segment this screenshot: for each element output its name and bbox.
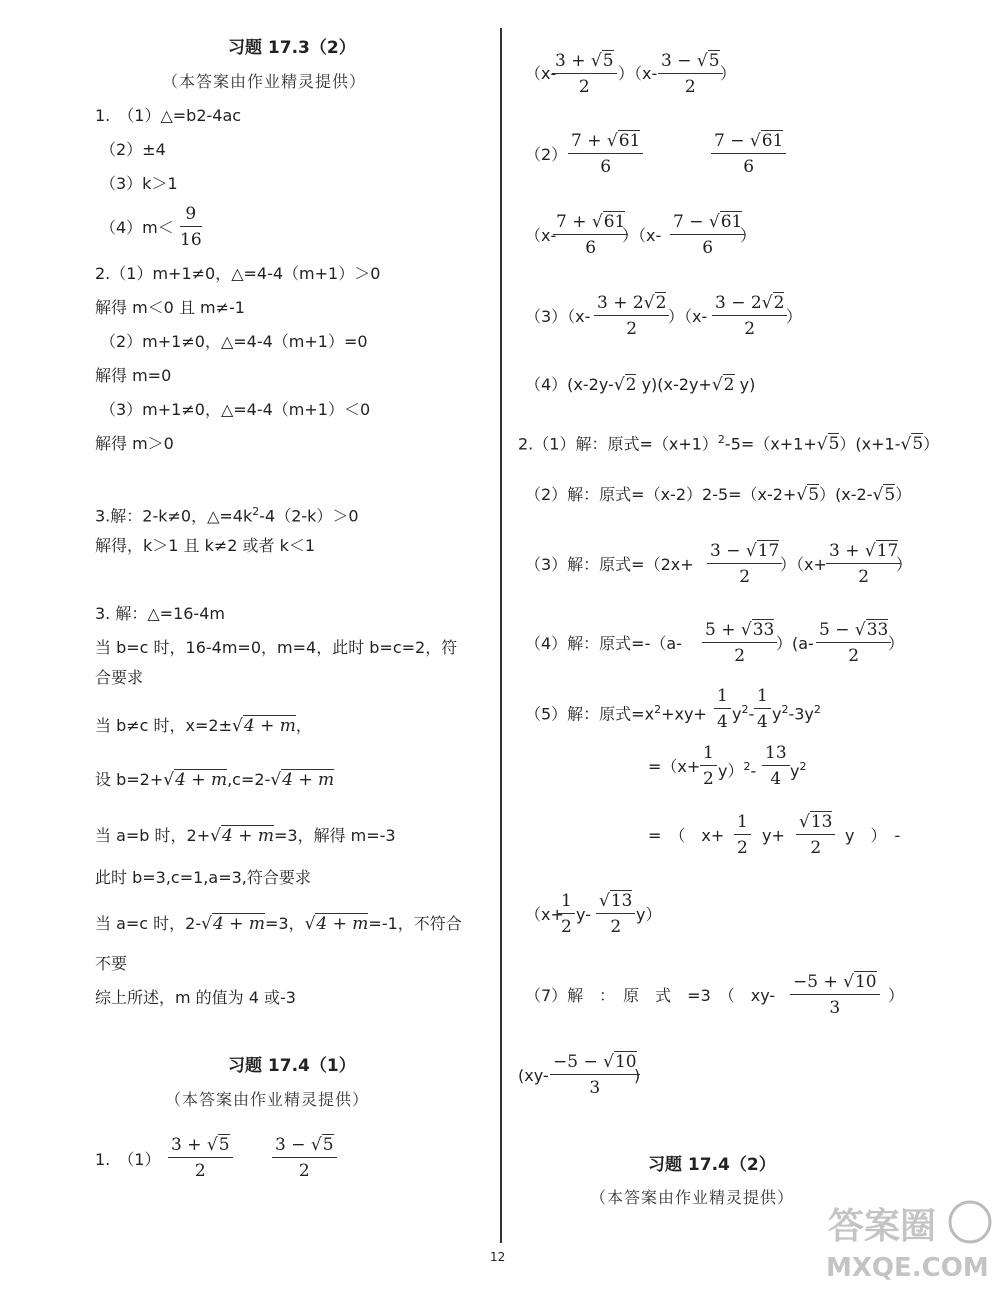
answer-line: $y^2$ [790, 760, 807, 781]
fraction: 1 4 [754, 687, 771, 731]
answer-line: （5）解：原式$=x^2+xy+$ [525, 703, 707, 724]
answer-line: ） [786, 307, 803, 326]
fraction: −5 + √10 3 [790, 973, 880, 1017]
fraction: 1 4 [714, 687, 731, 731]
fraction: 7 − √61 6 [670, 213, 745, 257]
fraction: 5 − √33 2 [816, 621, 891, 665]
fraction: 1 2 [734, 813, 751, 857]
answer-line: ） [740, 226, 757, 245]
answer-line: 解得，k＞1 且 k≠2 或者 k＜1 [95, 536, 316, 555]
fraction: 3 − 2√2 2 [712, 294, 787, 338]
fraction: 9 16 [180, 204, 202, 250]
answer-line: ）（x+ [780, 555, 827, 574]
answer-line: 1. （1） [95, 1150, 161, 1169]
answer-line: （x- [525, 226, 557, 245]
answer-line: y- [576, 905, 591, 924]
fraction: 3 − √5 2 [658, 52, 723, 96]
answer-line: 2.（1）m+1≠0，△=4-4（m+1）＞0 [95, 264, 381, 283]
fraction: 3 + 2√2 2 [594, 294, 669, 338]
answer-line: $y^2-3y^2$ [772, 703, 821, 724]
section-heading-17-4-2: 习题 17.4（2） [648, 1155, 776, 1175]
answer-line: 此时 b=3,c=1,a=3,符合要求 [95, 868, 311, 887]
answer-line: （4）m＜ [100, 218, 174, 237]
answer-line: ）（x- [618, 64, 658, 83]
fraction: 7 + √61 6 [553, 213, 628, 257]
fraction: −5 − √10 3 [550, 1053, 640, 1097]
fraction: 3 + √5 2 [168, 1136, 233, 1180]
fraction: 3 + √5 2 [552, 52, 617, 96]
answer-line: =（x+ [648, 757, 701, 776]
answer-line: （x+ [525, 905, 564, 924]
fraction: 3 + √17 2 [826, 542, 901, 586]
answer-line: 合要求 [95, 668, 144, 687]
fraction: 13 4 [762, 744, 790, 788]
answer-line: (xy- [518, 1066, 549, 1085]
answer-line: y ） - [845, 826, 901, 845]
answer-line: ） [896, 555, 913, 574]
answer-line: ) [634, 1066, 641, 1085]
answer-line: （4）(x-2y-√2 y)(x-2y+√2 y) [525, 375, 756, 395]
answer-line: （2）m+1≠0，△=4-4（m+1）=0 [100, 332, 368, 351]
answer-line: （3）（x- [525, 307, 591, 326]
watermark-logo [822, 1196, 992, 1281]
answer-line: $y^2-$ [732, 703, 755, 724]
answer-line: = （ x+ [648, 826, 725, 845]
answer-line: 解得 m＜0 且 m≠-1 [95, 298, 245, 317]
answer-line: 3. 解：△=16-4m [95, 604, 225, 623]
section-credit: （本答案由作业精灵提供） [162, 72, 367, 91]
watermark-bottom-text: MXQE.COM [826, 1253, 989, 1281]
answer-line: 当 a=b 时，2+√4 + m=3，解得 m=-3 [95, 826, 396, 846]
answer-line: 当 a=c 时，2-√4 + m=3，√4 + m=-1，不符合 [95, 914, 462, 934]
answer-line: （x- [525, 64, 557, 83]
fraction: 3 − √17 2 [707, 542, 782, 586]
answer-line: ）（x- [668, 307, 708, 326]
answer-line: （3）k＞1 [100, 174, 178, 193]
fraction: 3 − √5 2 [272, 1136, 337, 1180]
answer-line: ） [888, 986, 905, 1005]
page-number: 12 [490, 1250, 506, 1264]
section-credit: （本答案由作业精灵提供） [165, 1090, 370, 1109]
answer-line: （2）±4 [100, 140, 166, 159]
section-credit: （本答案由作业精灵提供） [590, 1188, 795, 1207]
answer-line: 设 b=2+√4 + m,c=2-√4 + m [95, 770, 335, 790]
answer-line: ）(a- [776, 634, 814, 653]
fraction: 1 2 [558, 892, 575, 936]
answer-line: 当 b=c 时，16-4m=0，m=4，此时 b=c=2，符 [95, 638, 458, 657]
fraction: 7 + √61 6 [568, 132, 643, 176]
answer-line: 解得 m＞0 [95, 434, 174, 453]
fraction: 5 + √33 2 [702, 621, 777, 665]
answer-line: 解得 m=0 [95, 366, 172, 385]
section-heading-17-3-2: 习题 17.3（2） [228, 38, 356, 58]
fraction: √13 2 [596, 892, 635, 936]
answer-line: y） [636, 905, 662, 924]
answer-line: （3）解：原式=（2x+ [525, 555, 694, 574]
answer-line: 2.（1）解：原式$=(x+1)^2-5=(x+1+√5)(x+1-√5)$ [518, 433, 940, 455]
fraction: √13 2 [796, 813, 835, 857]
answer-line: ）（x- [622, 226, 662, 245]
answer-line: （2）解：原式=（x-2）2-5=（x-2+√5）(x-2-√5） [525, 485, 912, 505]
answer-line: 不要 [95, 954, 128, 973]
answer-line: y）$^2$- [718, 760, 757, 781]
answer-line: 当 b≠c 时，x=2±√4 + m， [95, 716, 312, 736]
answer-line: 3.解：2-k≠0，$\triangle=4k^2-4(2-k)>0$ [95, 505, 359, 526]
answer-line: （4）解：原式=-（a- [525, 634, 682, 653]
watermark-badge-icon [822, 1196, 992, 1281]
watermark-top-text: 答案圈 [828, 1206, 937, 1247]
answer-line: ） [888, 634, 905, 653]
answer-line: （7）解 ： 原 式 =3 （ xy- [525, 986, 776, 1005]
fraction: 7 − √61 6 [711, 132, 786, 176]
answer-line: ） [720, 64, 737, 83]
answer-line: （2） [525, 145, 568, 164]
section-heading-17-4-1: 习题 17.4（1） [228, 1056, 356, 1076]
answer-line: 综上所述，m 的值为 4 或-3 [95, 988, 296, 1007]
answer-line: （3）m+1≠0，△=4-4（m+1）＜0 [100, 400, 371, 419]
answer-line: y+ [762, 826, 785, 845]
column-divider [500, 28, 502, 1243]
answer-line: 1. （1）△=b2-4ac [95, 106, 242, 125]
fraction: 1 2 [700, 744, 717, 788]
